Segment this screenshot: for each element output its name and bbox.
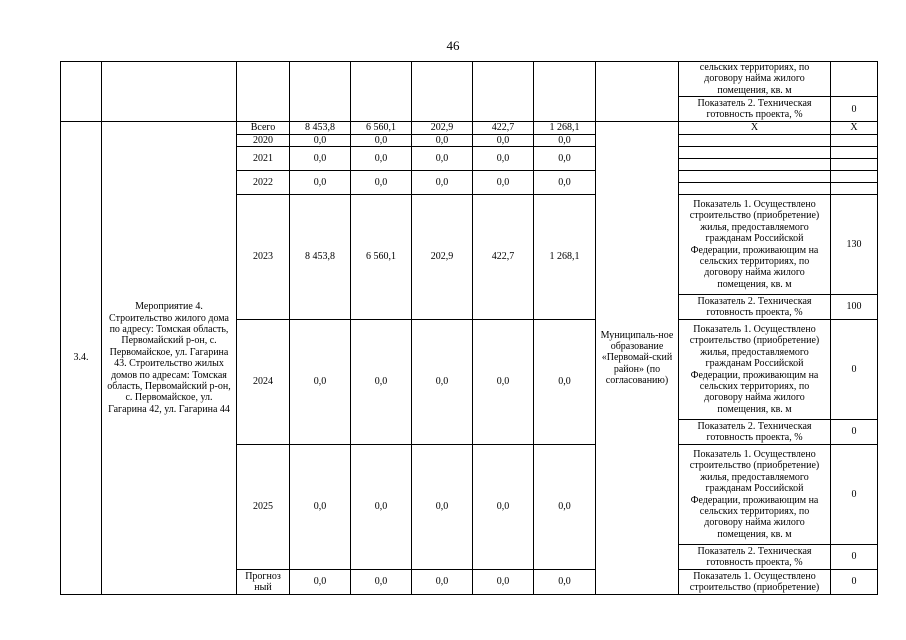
indicator-value: 0: [831, 445, 878, 545]
cell-value: 0,0: [290, 171, 351, 195]
cell-value: 0,0: [473, 445, 534, 570]
program-table: [60, 61, 878, 595]
indicator-text: Показатель 2. Техническая готовность проекта, %: [679, 545, 831, 570]
indicator-text: Показатель 1. Осуществлено строительство (приобретение) жилья, предоставляемого гражданам Российской Федерации, проживающим на сельских территориях, по договору найма жилого помещения, кв. м: [679, 320, 831, 420]
cell-value: 0,0: [473, 134, 534, 146]
indicator-text: X: [679, 122, 831, 134]
executor: Муниципаль-ное образование «Первомай-ский район» (по согласованию): [596, 122, 679, 595]
cell-value: 0,0: [351, 147, 412, 171]
cell-value: 0,0: [351, 320, 412, 445]
cell-value: 0,0: [351, 134, 412, 146]
indicator-value: 0: [831, 320, 878, 420]
cell-value: 0,0: [290, 445, 351, 570]
cell-value: 0,0: [351, 445, 412, 570]
indicator-text: Показатель 2. Техническая готовность проекта, %: [679, 295, 831, 320]
cell-value: 0,0: [412, 320, 473, 445]
cell-value: 0,0: [290, 134, 351, 146]
indicator-text: Показатель 2. Техническая готовность проекта, %: [679, 97, 831, 122]
year-label: 2025: [237, 445, 290, 570]
indicator-text: Показатель 1. Осуществлено строительство (приобретение) жилья, предоставляемого гражданам Российской Федерации, проживающим на сельских территориях, по договору найма жилого помещения, кв. м: [679, 195, 831, 295]
cell-value: 0,0: [412, 147, 473, 171]
cell-value: 0,0: [473, 147, 534, 171]
cell-value: 0,0: [412, 445, 473, 570]
cell-value: 0,0: [534, 147, 596, 171]
cell-value: 0,0: [534, 320, 596, 445]
indicator-value: X: [831, 122, 878, 134]
year-label: 2020: [237, 134, 290, 146]
cell-value: 0,0: [534, 134, 596, 146]
indicator-text: Показатель 1. Осуществлено строительство (приобретение) жилья, предоставляемого гражданам Российской Федерации, проживающим на сельских территориях, по договору найма жилого помещения, кв. м: [679, 445, 831, 545]
cell-value: 0,0: [473, 570, 534, 595]
year-label: 2022: [237, 171, 290, 195]
indicator-value: 0: [831, 97, 878, 122]
cell-value: 0,0: [534, 570, 596, 595]
year-label: Прогноз ный: [237, 570, 290, 595]
indicator-text: Показатель 1. Осуществлено строительство (приобретение): [679, 570, 831, 595]
indicator-value: 130: [831, 195, 878, 295]
cell-value: 8 453,8: [290, 122, 351, 134]
cell-value: 0,0: [290, 320, 351, 445]
cell-value: 0,0: [412, 171, 473, 195]
cell-value: 6 560,1: [351, 195, 412, 320]
indicator-text: Показатель 2. Техническая готовность проекта, %: [679, 420, 831, 445]
year-label: 2023: [237, 195, 290, 320]
table-row: [61, 122, 878, 134]
cell-value: 422,7: [473, 122, 534, 134]
year-label: 2021: [237, 147, 290, 171]
cell-value: 202,9: [412, 122, 473, 134]
cell-value: 0,0: [412, 570, 473, 595]
row-number: 3.4.: [61, 122, 102, 595]
indicator-value: 0: [831, 570, 878, 595]
year-label: Всего: [237, 122, 290, 134]
year-label: 2024: [237, 320, 290, 445]
activity-description: Мероприятие 4. Строительство жилого дома по адресу: Томская область, Первомайский р-он, с. Первомайское, ул. Гагарина 43. Строительство жилых домов по адресам: Томская область, Первомайский р-он, с. Первомайское, ул. Гагарина 42, ул. Гагарина 44: [102, 122, 237, 595]
table-row: [61, 62, 878, 97]
cell-value: 0,0: [473, 320, 534, 445]
cell-value: 0,0: [534, 445, 596, 570]
indicator-value: 0: [831, 420, 878, 445]
indicator-text: сельских территориях, по договору найма жилого помещения, кв. м: [679, 62, 831, 97]
page-number: 46: [446, 38, 460, 53]
cell-value: 202,9: [412, 195, 473, 320]
cell-value: 1 268,1: [534, 195, 596, 320]
cell-value: 0,0: [290, 570, 351, 595]
cell-value: 0,0: [473, 171, 534, 195]
cell-value: 0,0: [351, 171, 412, 195]
cell-value: 1 268,1: [534, 122, 596, 134]
cell-value: 0,0: [412, 134, 473, 146]
cell-value: 6 560,1: [351, 122, 412, 134]
cell-value: 422,7: [473, 195, 534, 320]
indicator-value: 0: [831, 545, 878, 570]
cell-value: 0,0: [290, 147, 351, 171]
cell-value: 8 453,8: [290, 195, 351, 320]
indicator-value: 100: [831, 295, 878, 320]
cell-value: 0,0: [534, 171, 596, 195]
cell-value: 0,0: [351, 570, 412, 595]
